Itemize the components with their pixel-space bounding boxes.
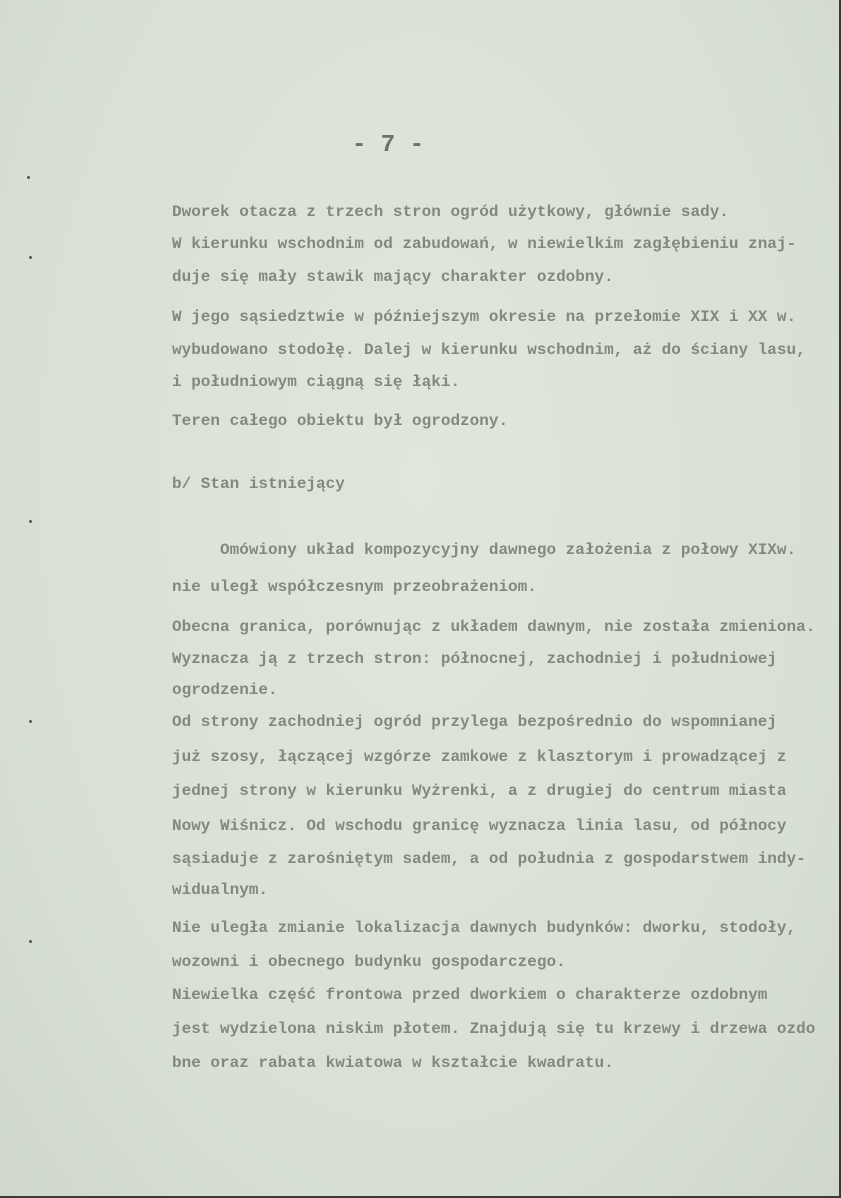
margin-mark xyxy=(29,520,32,523)
text-line: i południowym ciągną się łąki. xyxy=(172,373,461,391)
text-line: sąsiaduje z zarośniętym sadem, a od południa z gospodarstwem indy- xyxy=(172,850,806,868)
text-line: Od strony zachodniej ogród przylega bezpośrednio do wspomnianej xyxy=(172,713,777,731)
text-line: wybudowano stodołę. Dalej w kierunku wschodnim, aż do ściany lasu, xyxy=(172,341,806,359)
margin-mark xyxy=(29,256,32,259)
page-number: - 7 - xyxy=(352,132,425,159)
margin-mark xyxy=(29,940,32,943)
margin-mark xyxy=(27,176,30,179)
text-line: Nowy Wiśnicz. Od wschodu granicę wyznacza linia lasu, od północy xyxy=(172,817,787,835)
section-heading: b/ Stan istniejący xyxy=(172,475,345,493)
text-line: widualnym. xyxy=(172,881,269,899)
text-line: duje się mały stawik mający charakter ozdobny. xyxy=(172,268,614,286)
text-line: już szosy, łączącej wzgórze zamkowe z klasztorym i prowadzącej z xyxy=(172,748,787,766)
text-line: bne oraz rabata kwiatowa w kształcie kwadratu. xyxy=(172,1054,614,1072)
text-line: Wyznacza ją z trzech stron: północnej, zachodniej i południowej xyxy=(172,650,777,668)
text-line: wozowni i obecnego budynku gospodarczego. xyxy=(172,953,566,971)
text-line: ogrodzenie. xyxy=(172,681,278,699)
text-line: Teren całego obiektu był ogrodzony. xyxy=(172,412,509,430)
text-line: Niewielka część frontowa przed dworkiem o charakterze ozdobnym xyxy=(172,986,768,1004)
text-line: Obecna granica, porównując z układem dawnym, nie została zmieniona. xyxy=(172,618,816,636)
text-line: jednej strony w kierunku Wyżrenki, a z drugiej do centrum miasta xyxy=(172,782,787,800)
text-line: nie uległ współczesnym przeobrażeniom. xyxy=(172,578,537,596)
text-line: W kierunku wschodnim od zabudowań, w niewielkim zagłębieniu znaj- xyxy=(172,235,797,253)
text-line: jest wydzielona niskim płotem. Znajdują się tu krzewy i drzewa ozdo xyxy=(172,1020,816,1038)
text-line: W jego sąsiedztwie w późniejszym okresie na przełomie XIX i XX w. xyxy=(172,308,797,326)
text-line: Nie uległa zmianie lokalizacja dawnych budynków: dworku, stodoły, xyxy=(172,919,797,937)
margin-mark xyxy=(29,720,32,723)
text-line: Dworek otacza z trzech stron ogród użytkowy, głównie sady. xyxy=(172,203,729,221)
text-line: Omówiony układ kompozycyjny dawnego założenia z połowy XIXw. xyxy=(172,541,797,559)
